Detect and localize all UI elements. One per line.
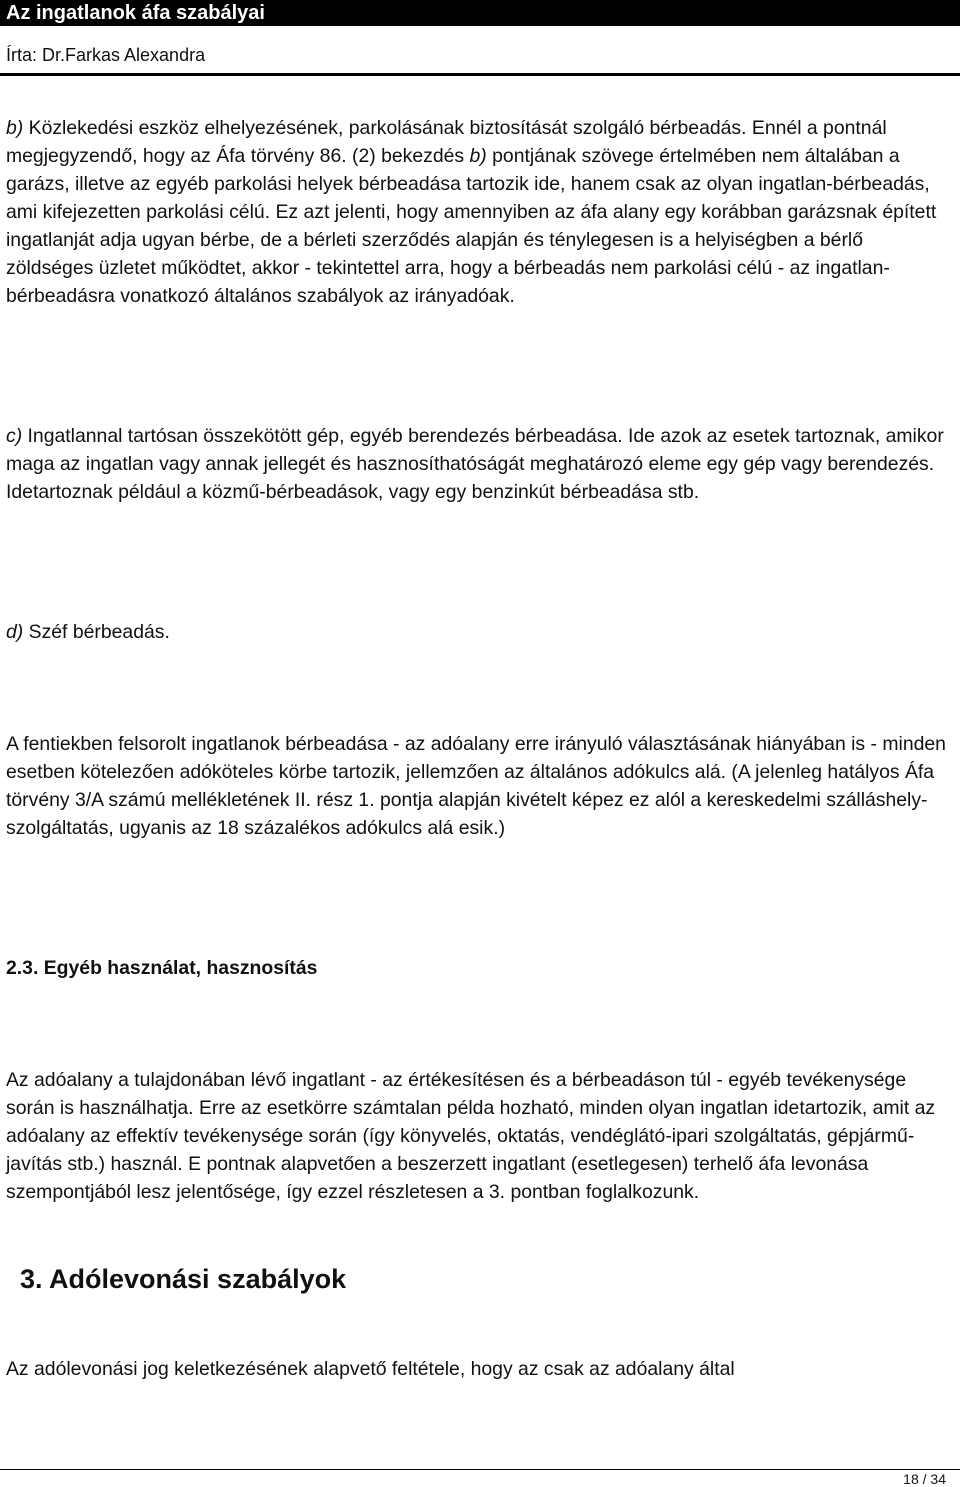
paragraph-c: [6, 422, 951, 506]
paragraph-d-text: Széf bérbeadás.: [23, 621, 170, 643]
title-bar: [0, 0, 960, 26]
document-author: Írta: Dr.Farkas Alexandra: [6, 45, 206, 65]
footer-divider: [0, 1469, 960, 1470]
item-label-c: c): [6, 425, 23, 447]
section-heading-2-3: 2.3. Egyéb használat, hasznosítás: [6, 957, 318, 979]
paragraph-b-text-1: Közlekedési eszköz elhelyezésének, parkolásának biztosítását szolgáló bérbeadás. Ennél a pontnál megjegyzendő, hogy az Áfa törvény 86. (2) bekezdés: [6, 117, 887, 167]
paragraph-fentiekben: A fentiekben felsorolt ingatlanok bérbeadása - az adóalany erre irányuló választásának hiányában is - minden esetben kötelezően adóköteles körbe tartozik, jellemzően az általános adókulcs alá. (A jelenleg hatályos Áfa törvény 3/A számú mellékletének II. rész 1. pontja alapján kivételt képez ez alól a kereskedelmi szálláshely-szolgáltatás, ugyanis az 18 százalékos adókulcs alá esik.): [6, 733, 946, 839]
item-label-d: d): [6, 621, 24, 643]
item-label-b: b): [6, 117, 24, 139]
page-number: 18 / 34: [903, 1471, 946, 1487]
section-heading-3: 3. Adólevonási szabályok: [20, 1264, 347, 1294]
paragraph-adoalany: Az adóalany a tulajdonában lévő ingatlant - az értékesítésen és a bérbeadáson túl - egyéb tevékenysége során is használhatja. Erre az esetkörre számtalan példa hozható, minden olyan ingatlan idetartozik, amit az adóalany az effektív tevékenysége során (így könyvelés, oktatás, vendéglátó-ipari szolgáltatás, gépjármű-javítás stb.) használ. E pontnak alapvetően a beszerzett ingatlant (esetlegesen) terhelő áfa levonása szempontjából lesz jelentősége, így ezzel részletesen a 3. pontban foglalkozunk.: [6, 1069, 936, 1203]
paragraph-b-text-2: pontjának szövege értelmében nem általában a garázs, illetve az egyéb parkolási helyek bérbeadása tartozik ide, hanem csak az olyan ingatlan-bérbeadás, ami kifejezetten parkolási célú. Ez azt jelenti, hogy amennyiben az áfa alany egy korábban garázsnak épített ingatlanját adja ugyan bérbe, de a bérleti szerződés alapján és ténylegesen is a helyiségben a bérlő zöldséges üzletet működtet, akkor - tekintettel arra, hogy a bérbeadás nem parkolási célú - az ingatlan-bérbeadásra vonatkozó általános szabályok az irányadóak.: [6, 145, 937, 307]
paragraph-b: [6, 114, 951, 310]
paragraph-adolevonasi: Az adólevonási jog keletkezésének alapvető feltétele, hogy az csak az adóalany által: [6, 1358, 735, 1380]
document-title: Az ingatlanok áfa szabályai: [6, 2, 265, 24]
header-divider: [0, 73, 960, 76]
item-ref-b: b): [469, 145, 487, 167]
paragraph-c-text: Ingatlannal tartósan összekötött gép, egyéb berendezés bérbeadása. Ide azok az esetek tartoznak, amikor maga az ingatlan vagy annak jellegét és hasznosíthatóságát meghatározó eleme egy gép vagy berendezés. Idetartoznak például a közmű-bérbeadások, vagy egy benzinkút bérbeadása stb.: [6, 425, 944, 503]
paragraph-d: [6, 618, 951, 646]
page-header: [0, 0, 960, 76]
